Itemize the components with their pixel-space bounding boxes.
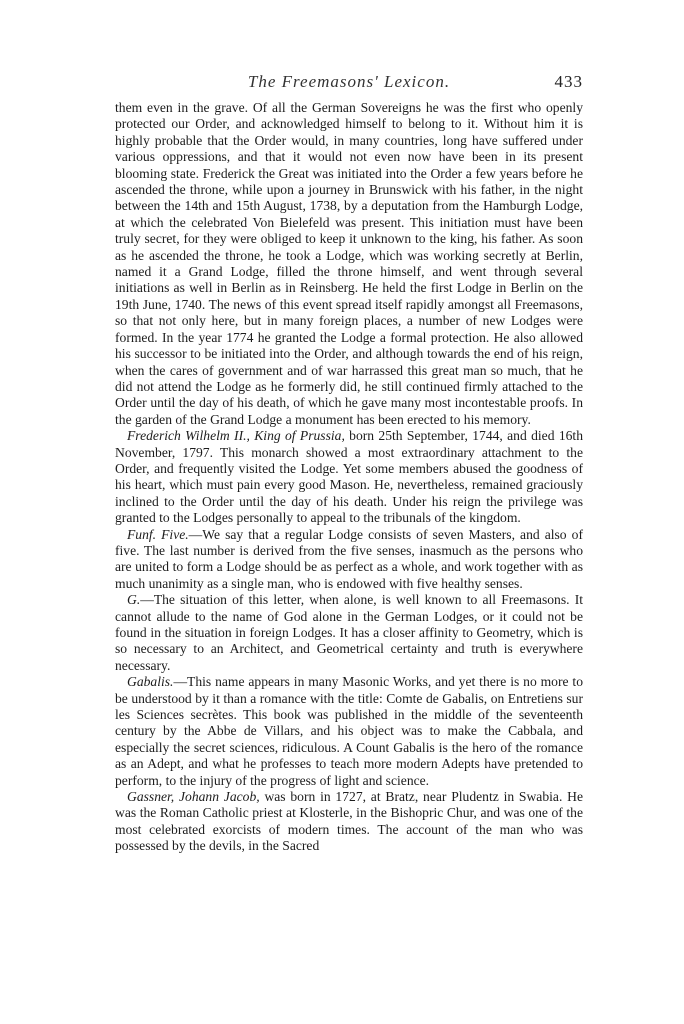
running-head [115, 66, 583, 100]
running-title: The Freemasons' Lexicon. [247, 72, 451, 91]
entry-head: G. [127, 592, 141, 608]
entry-gabalis [115, 674, 583, 789]
book-page [115, 66, 583, 855]
paragraph-text: them even in the grave. Of all the German Sovereigns he was the first who openly protected our Order, and acknowledged himself to belong to it. Without him it is highly probable that the Order would, in many countries, long have suffered under various oppressions, and that it would not even now have been in its present blooming state. Frederick the Great was initiated into the Order a few years before he ascended the throne, while upon a journey in Brunswick with his father, in the night between the 14th and 15th August, 1738, by a deputation from the Hamburgh Lodge, at which the celebrated Von Bielefeld was present. This initiation must have been truly secret, for they were obliged to keep it unknown to the king, his father. As soon as he ascended the throne, he took a Lodge, which was working secretly at Berlin, named it a Grand Lodge, filled the throne himself, and went through several initiations as well in Berlin as in Reinsberg. He held the first Lodge in Berlin on the 19th June, 1740. The news of this event spread itself rapidly amongst all Freemasons, so that not only here, but in many foreign places, a number of new Lodges were formed. In the year 1774 he granted the Lodge a formal protection. He also allowed his successor to be initiated into the Order, and although towards the end of his reign, when the cares of government and of war harrassed this great man so much, that he did not attend the Lodge as he formerly did, he still continued firmly attached to the Order until the day of his death, of which he gave many most incontestable proofs. In the garden of the Grand Lodge a monument has been erected to his memory. [115, 100, 583, 427]
entry-funf [115, 527, 583, 593]
entry-text: —We say that a regular Lodge consists of seven Masters, and also of five. The last number is derived from the five senses, inasmuch as the persons who are united to form a Lodge should be as perfect as a whole, and work together with as much unanimity as a single man, who is endowed with five healthy senses. [115, 526, 583, 591]
entry-g [115, 592, 583, 674]
body-text [115, 100, 583, 855]
entry-gassner [115, 789, 583, 855]
entry-text: —This name appears in many Masonic Works, and yet there is no more to be understood by it than a romance with the title: Comte de Gabalis, on Entretiens sur les Sciences secrètes. This book was published in the middle of the seventeenth century by the Abbe de Villars, and his object was to make the Cabbala, and especially the secret sciences, ridiculous. A Count Gabalis is the hero of the romance as an Adept, and what he professes to teach more modern Adepts have pretended to perform, to the injury of the progress of light and science. [115, 674, 583, 788]
entry-frederich-wilhelm [115, 428, 583, 526]
page-number: 433 [554, 72, 583, 91]
entry-text: born 25th September, 1744, and died 16th November, 1797. This monarch showed a most extraordinary attachment to the Order, and frequently visited the Lodge. Yet some members abused the goodness of his heart, which must pain every good Mason. He, nevertheless, remained graciously inclined to the Order until the day of his death. Under his reign the privilege was granted to the Lodges personally to appeal to the tribunals of the kingdom. [115, 428, 583, 526]
entry-head: Gassner, Johann Jacob, [127, 789, 260, 805]
entry-head: Frederich Wilhelm II., King of Prussia, [127, 428, 345, 444]
paragraph-frederick-continued [115, 100, 583, 428]
entry-head: Funf. Five. [127, 526, 189, 542]
entry-head: Gabalis. [127, 674, 174, 690]
entry-text: was born in 1727, at Bratz, near Pludentz in Swabia. He was the Roman Catholic priest at Klosterle, in the Bishopric Chur, and was one of the most celebrated exorcists of modern times. The account of the man who was possessed by the devils, in the Sacred [115, 789, 583, 854]
entry-text: —The situation of this letter, when alone, is well known to all Freemasons. It cannot allude to the name of God alone in the German Lodges, or it could not be found in the situation in foreign Lodges. It has a closer affinity to Geometry, which is so necessary to an Architect, and Geometrical certainty and truth is everywhere necessary. [115, 592, 583, 673]
